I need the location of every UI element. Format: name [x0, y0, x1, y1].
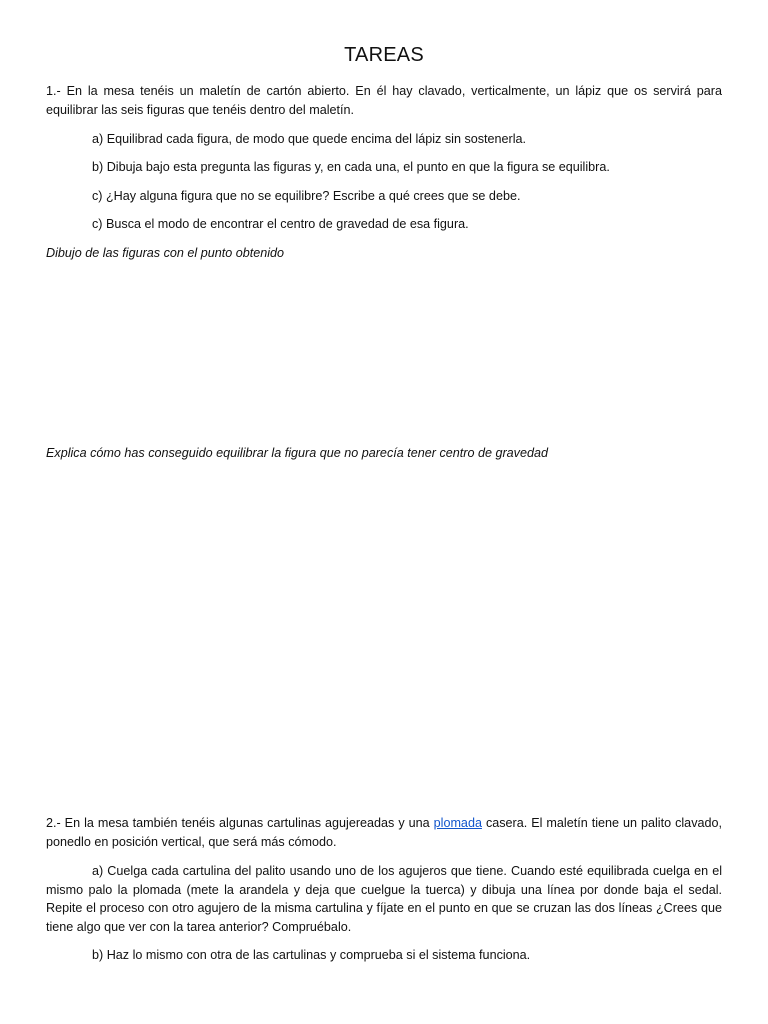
task2-intro-end: casera. El maletín tiene un palito clavado, ponedlo en posición vertical, que será más cómodo. [46, 816, 722, 849]
task2-item-b: b) Haz lo mismo con otra de las cartulinas y comprueba si el sistema funciona. [92, 948, 531, 962]
explain-prompt: Explica cómo has conseguido equilibrar la figura que no parecía tener centro de gravedad [46, 446, 548, 460]
task1-item-c: c) ¿Hay alguna figura que no se equilibre? Escribe a qué crees que se debe. [92, 189, 521, 203]
task2-intro-start: 2.- En la mesa también tenéis algunas cartulinas agujereadas y una [46, 816, 434, 830]
drawing-prompt: Dibujo de las figuras con el punto obtenido [46, 246, 285, 260]
page-title: TAREAS [344, 44, 424, 66]
plomada-link[interactable]: plomada [433, 816, 482, 830]
task1-item-c2: c) Busca el modo de encontrar el centro de gravedad de esa figura. [92, 217, 469, 231]
task1-item-b: b) Dibuja bajo esta pregunta las figuras y, en cada una, el punto en que la figura se equilibra. [92, 160, 610, 174]
task2-item-a: a) Cuelga cada cartulina del palito usando uno de los agujeros que tiene. Cuando esté equilibrada cuelga en el mismo palo la plomada (mete la arandela y deja que cuelgue la tuerca) y dibuja una línea por donde baja el sedal. Repite el proceso con otro agujero de la misma cartulina y fíjate en el punto en que se cruzan las dos líneas ¿Crees que tiene algo que ver con la tarea anterior? Compruébalo. [46, 864, 722, 934]
task1-item-a: a) Equilibrad cada figura, de modo que quede encima del lápiz sin sostenerla. [92, 132, 527, 146]
task2-intro [46, 814, 722, 851]
task1-intro: 1.- En la mesa tenéis un maletín de cartón abierto. En él hay clavado, verticalmente, un lápiz que os servirá para equilibrar las seis figuras que tenéis dentro del maletín. [46, 84, 722, 117]
